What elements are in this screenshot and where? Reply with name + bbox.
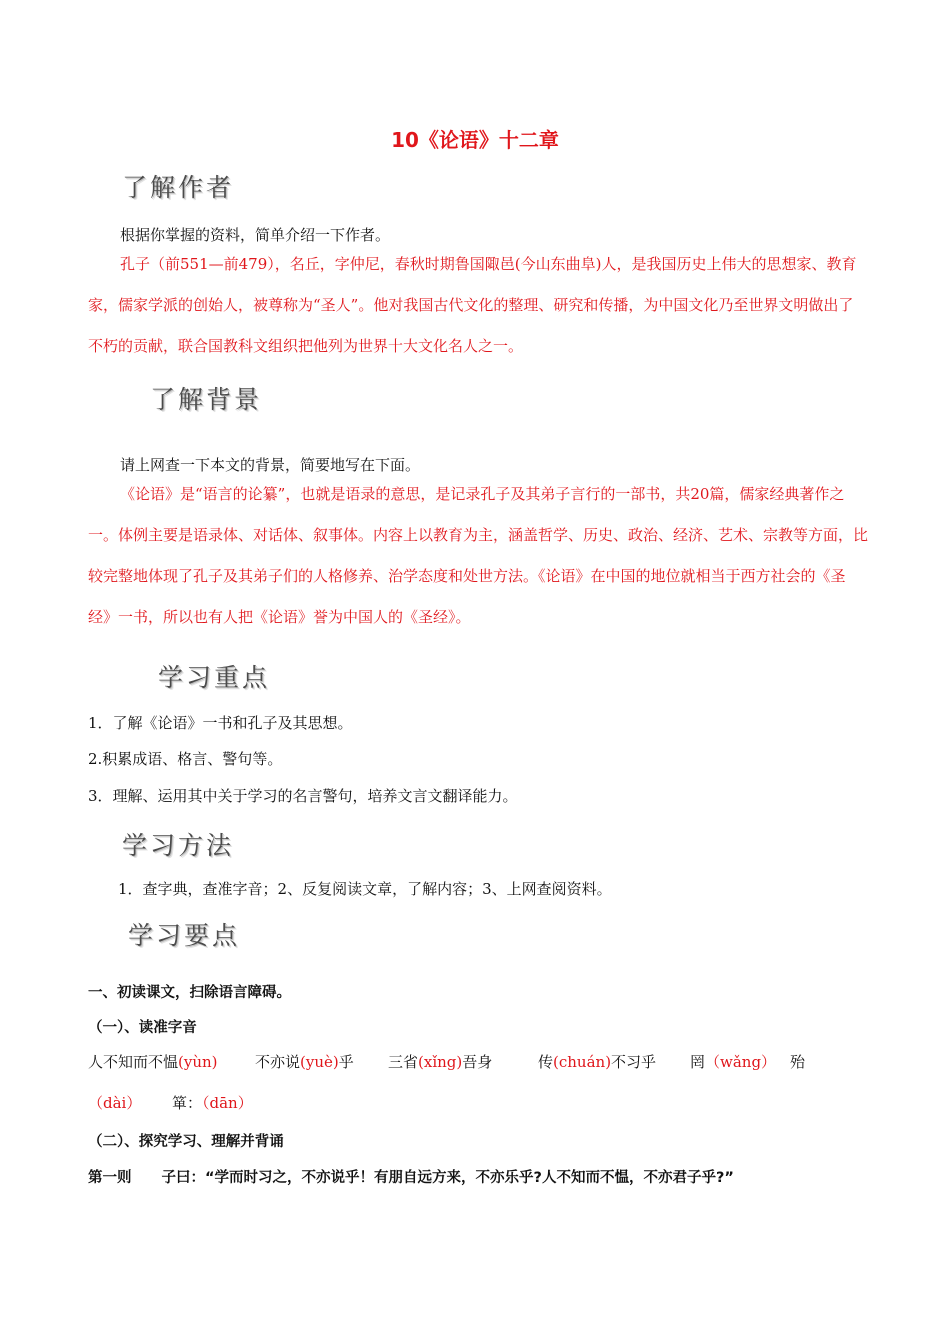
key-point-item: 2.积累成语、格言、警句等。 <box>88 750 283 768</box>
pronunciation-item: （dài） <box>88 1094 142 1112</box>
background-answer: 《论语》是“语言的论纂”，也就是语录的意思，是记录孔子及其弟子言行的一部书，共20篇，儒家经典著作之一。体例主要是语录体、对话体、叙事体。内容上以教育为主，涵盖哲学、历史、政治、经济、艺术、宗教等方面，比较完整地体现了孔子及其弟子们的人格修养、治学态度和处世方法。《论语》在中国的地位就相当于西方社会的《圣经》一书，所以也有人把《论语》誉为中国人的《圣经》。 <box>88 485 869 626</box>
pronunciation-item: 三省(xǐng)吾身 <box>388 1053 493 1071</box>
page-title: 10《论语》十二章 <box>391 128 559 152</box>
section-heading-essentials: 学习要点 <box>128 921 241 950</box>
pronunciation-item: 殆 <box>790 1053 806 1071</box>
sub2-title: （二）、探究学习、理解并背诵 <box>88 1134 284 1150</box>
author-answer: 孔子（前551—前479），名丘，字仲尼，春秋时期鲁国陬邑(今山东曲阜)人，是我国历史上伟大的思想家、教育家，儒家学派的创始人，被尊称为“圣人”。他对我国古代文化的整理、研究和传播，为中国文化乃至世界文明做出了不朽的贡献，联合国教科文组织把他列为世界十大文化名人之一。 <box>88 255 857 355</box>
key-point-item: 1．了解《论语》一书和孔子及其思想。 <box>88 714 353 732</box>
pronunciation-item: 不亦说(yuè)乎 <box>255 1053 354 1071</box>
pronunciation-item: 箪：（dān） <box>172 1094 253 1112</box>
background-prompt: 请上网查一下本文的背景，简要地写在下面。 <box>120 456 421 474</box>
method-text: 1．查字典，查准字音；2、反复阅读文章，了解内容；3、上网查阅资料。 <box>118 880 612 898</box>
first-rule-text: 子曰：“学而时习之，不亦说乎！有朋自远方来，不亦乐乎?人不知而不愠，不亦君子乎?” <box>161 1170 734 1186</box>
pronunciation-item: 人不知而不愠(yùn) <box>88 1053 218 1071</box>
section-heading-key-points: 学习重点 <box>158 663 271 692</box>
author-prompt: 根据你掌握的资料，简单介绍一下作者。 <box>120 226 391 244</box>
key-point-item: 3．理解、运用其中关于学习的名言警句，培养文言文翻译能力。 <box>88 787 518 805</box>
section-heading-background: 了解背景 <box>150 385 263 414</box>
first-rule <box>88 1166 734 1187</box>
section-heading-method: 学习方法 <box>122 831 235 860</box>
sub1-title: （一）、读准字音 <box>88 1020 197 1036</box>
section-heading-author: 了解作者 <box>122 173 235 202</box>
pronunciation-item: 罔（wǎng） <box>690 1053 777 1071</box>
part1-title: 一、初读课文，扫除语言障碍。 <box>88 985 291 1001</box>
pronunciation-item: 传(chuán)不习乎 <box>538 1053 657 1071</box>
first-rule-label: 第一则 <box>88 1170 132 1186</box>
